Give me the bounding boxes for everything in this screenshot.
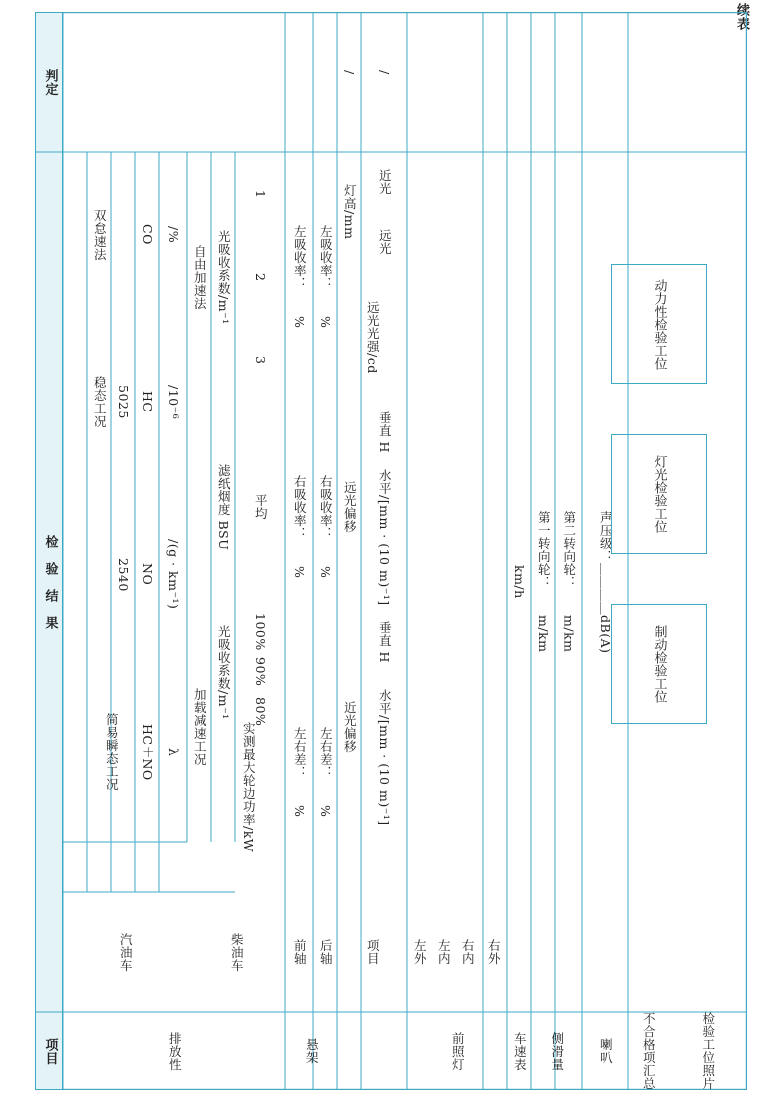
photo-power-station: 动力性检验工位 xyxy=(611,264,707,384)
susp-right-f: 右吸收率： % xyxy=(292,475,308,579)
speed-unit: km/h xyxy=(512,565,528,599)
gas-hc: HC xyxy=(140,391,156,413)
gas-co: CO xyxy=(140,224,156,245)
section-horn: 喇叭 xyxy=(598,1038,614,1064)
photo-light-station: 灯光检验工位 xyxy=(611,434,707,554)
light-near-horiz: 水平/[mm · (10 m)⁻¹] xyxy=(377,688,393,826)
light-height: 灯高/mm xyxy=(342,184,358,240)
diesel-max-power: 实测最大轮边功率/kW xyxy=(241,721,257,853)
diesel-lug-down: 加载减速工况 xyxy=(192,688,208,766)
gas-lambda: λ xyxy=(166,747,182,757)
diesel-filter: 滤纸烟度 BSU xyxy=(216,463,232,551)
susp-left-f: 左吸收率： % xyxy=(292,225,308,329)
light-near: 近光 xyxy=(377,169,393,195)
diesel-p90: 90% xyxy=(253,657,269,687)
photo-brake-station: 制动检验工位 xyxy=(611,604,707,724)
header-result: 检 验 结 果 xyxy=(42,534,58,630)
light-right-inner: 右内 xyxy=(460,939,476,965)
gas-simple-transient: 简易瞬态工况 xyxy=(104,713,120,791)
horn-level: 声压级：＿＿＿＿dB(A) xyxy=(598,510,614,654)
slip-second: 第二转向轮： m/km xyxy=(561,511,577,653)
diesel-free-accel: 自由加速法 xyxy=(192,244,208,310)
light-slash-1: / xyxy=(377,69,393,75)
diesel-n3: 3 xyxy=(253,356,269,365)
gas-steady: 稳态工况 xyxy=(92,376,108,428)
light-left-outer: 左外 xyxy=(412,939,428,965)
diesel-n2: 2 xyxy=(253,273,269,282)
susp-left-r: 左吸收率： % xyxy=(318,225,334,329)
light-far-horiz: 水平/[mm · (10 m)⁻¹] xyxy=(377,468,393,606)
light-near-offset: 近光偏移 xyxy=(342,701,358,753)
diesel-avg: 平均 xyxy=(253,494,269,520)
light-near-vert: 垂直 H xyxy=(377,621,393,663)
gas-no: NO xyxy=(140,563,156,586)
gas-unit: /% xyxy=(166,225,182,244)
continued-label: 续表 xyxy=(734,3,749,31)
diesel-p80: 80% xyxy=(253,697,269,727)
section-fail-summary: 不合格项汇总 xyxy=(641,1012,657,1090)
susp-front: 前轴 xyxy=(292,939,308,965)
light-far-vert: 垂直 H xyxy=(377,411,393,453)
gas-vehicle: 汽油车 xyxy=(118,932,134,972)
gas-hcno: HC＋NO xyxy=(140,723,156,781)
light-left-inner: 左内 xyxy=(436,939,452,965)
light-far-intensity: 远光光强/cd xyxy=(365,300,381,374)
gas-2540: 2540 xyxy=(116,557,132,592)
section-emission: 排放性 xyxy=(167,1031,183,1071)
light-right-outer: 右外 xyxy=(486,939,502,965)
header-judge: 判定 xyxy=(42,68,58,96)
diesel-absorb2: 光吸收系数/m⁻¹ xyxy=(216,624,232,720)
light-far-offset: 远光偏移 xyxy=(342,481,358,533)
header-item: 项目 xyxy=(42,1037,58,1065)
susp-rear: 后轴 xyxy=(318,939,334,965)
light-far: 远光 xyxy=(377,229,393,255)
gas-dual-idle: 双怠速法 xyxy=(92,208,108,261)
section-headlight: 前照灯 xyxy=(450,1031,466,1071)
gas-5025: 5025 xyxy=(116,385,132,419)
diesel-p100: 100% xyxy=(253,613,269,651)
diesel-absorb: 光吸收系数/m⁻¹ xyxy=(216,229,232,325)
gas-gkm: /(g · km⁻¹) xyxy=(166,539,182,610)
gas-ppm: /10⁻⁶ xyxy=(166,384,182,420)
light-item: 项目 xyxy=(365,939,381,965)
susp-diff-r: 左右差： % xyxy=(318,726,334,818)
slip-first: 第一转向轮： m/km xyxy=(536,511,552,653)
inspection-form-table xyxy=(35,12,747,1090)
diesel-vehicle: 柴油车 xyxy=(229,932,245,972)
light-slash-2: / xyxy=(342,69,358,75)
section-photo: 检验工位照片 xyxy=(700,1012,716,1090)
diesel-n1: 1 xyxy=(253,189,269,199)
susp-right-r: 右吸收率： % xyxy=(318,475,334,579)
section-sideslip: 侧滑量 xyxy=(549,1031,565,1071)
susp-diff-f: 左右差： % xyxy=(292,726,308,818)
section-suspension: 悬架 xyxy=(304,1038,320,1064)
section-speedometer: 车速表 xyxy=(512,1031,528,1071)
